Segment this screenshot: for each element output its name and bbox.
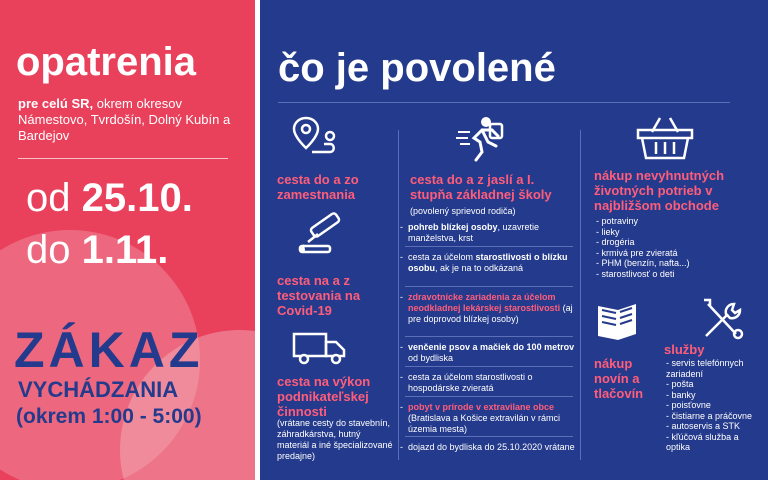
permit-commute: - dojazd do bydliska do 25.10.2020 vrátane <box>408 442 576 453</box>
item-separator <box>405 286 573 287</box>
permit-care: - cesta za účelom starostlivosti o blízku osobu, ak je na to odkázaná <box>408 252 576 274</box>
region-note: pre celú SR, okrem okresov Námestovo, Tvrdošín, Dolný Kubín a Bardejov <box>18 96 231 143</box>
ban-exception: (okrem 1:00 - 5:00) <box>16 405 202 428</box>
list-item: - čistiarne a práčovne <box>666 411 762 422</box>
permit-work: cesta do a zo zamestnania <box>277 172 359 202</box>
left-divider <box>18 158 228 159</box>
test-kit-icon <box>296 212 346 254</box>
permit-testing: cesta na a z testovania na Covid-19 <box>277 273 361 318</box>
column-divider <box>398 130 399 460</box>
list-item: - lieky <box>596 227 746 238</box>
list-item: - autoservis a STK <box>666 421 762 432</box>
permit-nature: - pobyt v prírode v extravilane obce (Bratislava a Košice extravilán v rámci územia mesta) <box>408 402 576 435</box>
newspaper-icon <box>594 296 644 346</box>
item-separator <box>405 366 573 367</box>
permit-business: cesta na výkon podnikateľskej činnosti <box>277 374 371 419</box>
permit-services: služby <box>664 342 705 357</box>
list-item: - servis telefónnych zariadení <box>666 358 762 379</box>
item-separator <box>405 336 573 337</box>
ban-title: ZÁKAZ <box>14 322 204 378</box>
permit-farm: - cesta za účelom starostlivosti o hospodárske zvieratá <box>408 372 576 394</box>
list-item: - potraviny <box>596 216 746 227</box>
permit-funeral: - pohreb blízkej osoby, uzavretie manželstva, krst <box>408 222 576 244</box>
tools-icon <box>700 296 746 342</box>
ban-subtitle: VYCHÁDZANIA <box>18 377 179 402</box>
list-item: - krmivá pre zvieratá <box>596 248 746 259</box>
right-title: čo je povolené <box>278 46 556 90</box>
list-item: - poisťovne <box>666 400 762 411</box>
list-item: - kľúčová služba a optika <box>666 432 762 453</box>
truck-icon <box>292 330 348 366</box>
left-title: opatrenia <box>16 40 197 84</box>
list-item: - starostlivosť o deti <box>596 269 746 280</box>
item-separator <box>405 396 573 397</box>
title-divider <box>278 102 730 103</box>
list-item: - PHM (benzín, nafta...) <box>596 258 746 269</box>
item-separator <box>405 246 573 247</box>
date-range: od 25.10. do 1.11. <box>26 176 193 272</box>
shopping-basket-icon <box>636 114 694 162</box>
column-divider <box>580 130 581 460</box>
list-item: - pošta <box>666 379 762 390</box>
permit-news: nákup novín a tlačovín <box>594 356 644 401</box>
item-separator <box>405 436 573 437</box>
services-list <box>666 358 762 453</box>
map-pin-icon <box>290 114 342 160</box>
list-item: - drogéria <box>596 237 746 248</box>
business-note: (vrátane cesty do stavebnín, záhradkárstva, hutný materiál a iné špecializované predajne) <box>277 418 393 461</box>
permit-health: - zdravotnícke zariadenia za účelom neodkladnej lekárskej starostlivosti (aj pre doprovod blízkej osoby) <box>408 292 576 325</box>
list-item: - banky <box>666 390 762 401</box>
shopping-list <box>596 216 746 279</box>
permit-dogs: - venčenie psov a mačiek do 100 metrov od bydliska <box>408 342 576 364</box>
running-person-icon <box>456 114 508 162</box>
permit-school: cesta do a z jaslí a I. stupňa základnej školy (povolený sprievod rodiča) <box>410 172 552 216</box>
permit-shopping: nákup nevyhnutných životných potrieb v najbližšom obchode <box>594 168 725 213</box>
